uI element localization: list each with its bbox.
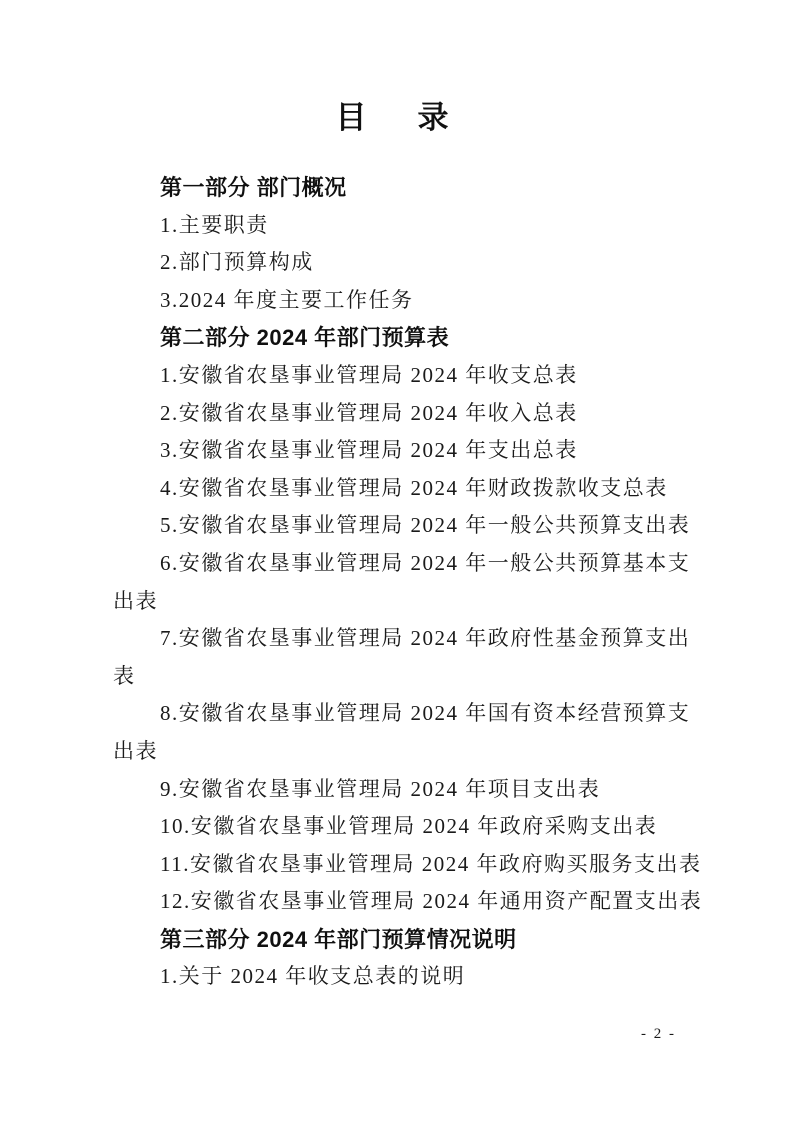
toc-entry: 2.部门预算构成 [160,250,314,275]
toc-entry: 4.安徽省农垦事业管理局 2024 年财政拨款收支总表 [160,475,668,500]
toc-entry: 7.安徽省农垦事业管理局 2024 年政府性基金预算支出 [160,626,691,651]
toc-entry-continuation: 出表 [113,738,158,763]
toc-entry: 3.安徽省农垦事业管理局 2024 年支出总表 [160,438,578,463]
toc-entry: 5.安徽省农垦事业管理局 2024 年一般公共预算支出表 [160,513,691,538]
toc-entry: 1.主要职责 [160,212,269,237]
toc-entry: 1.安徽省农垦事业管理局 2024 年收支总表 [160,362,578,387]
toc-entry: 12.安徽省农垦事业管理局 2024 年通用资产配置支出表 [160,889,703,914]
toc-entry: 3.2024 年度主要工作任务 [160,287,414,312]
toc-entry: 2.安徽省农垦事业管理局 2024 年收入总表 [160,400,578,425]
toc-entry-continuation: 出表 [113,588,158,613]
toc-entry-continuation: 表 [113,663,136,688]
section-heading-part1: 第一部分 部门概况 [160,175,347,200]
page-title: 目 录 [335,100,459,135]
toc-entry: 10.安徽省农垦事业管理局 2024 年政府采购支出表 [160,814,658,839]
toc-entry: 9.安徽省农垦事业管理局 2024 年项目支出表 [160,776,601,801]
toc-entry: 6.安徽省农垦事业管理局 2024 年一般公共预算基本支 [160,550,691,575]
section-heading-part3: 第三部分 2024 年部门预算情况说明 [160,926,517,952]
table-of-contents [113,169,703,996]
section-heading-part2: 第二部分 2024 年部门预算表 [160,325,450,351]
toc-entry: 11.安徽省农垦事业管理局 2024 年政府购买服务支出表 [160,851,702,876]
toc-entry: 1.关于 2024 年收支总表的说明 [160,964,466,989]
page-number: - 2 - [641,1026,676,1042]
toc-entry: 8.安徽省农垦事业管理局 2024 年国有资本经营预算支 [160,701,691,726]
